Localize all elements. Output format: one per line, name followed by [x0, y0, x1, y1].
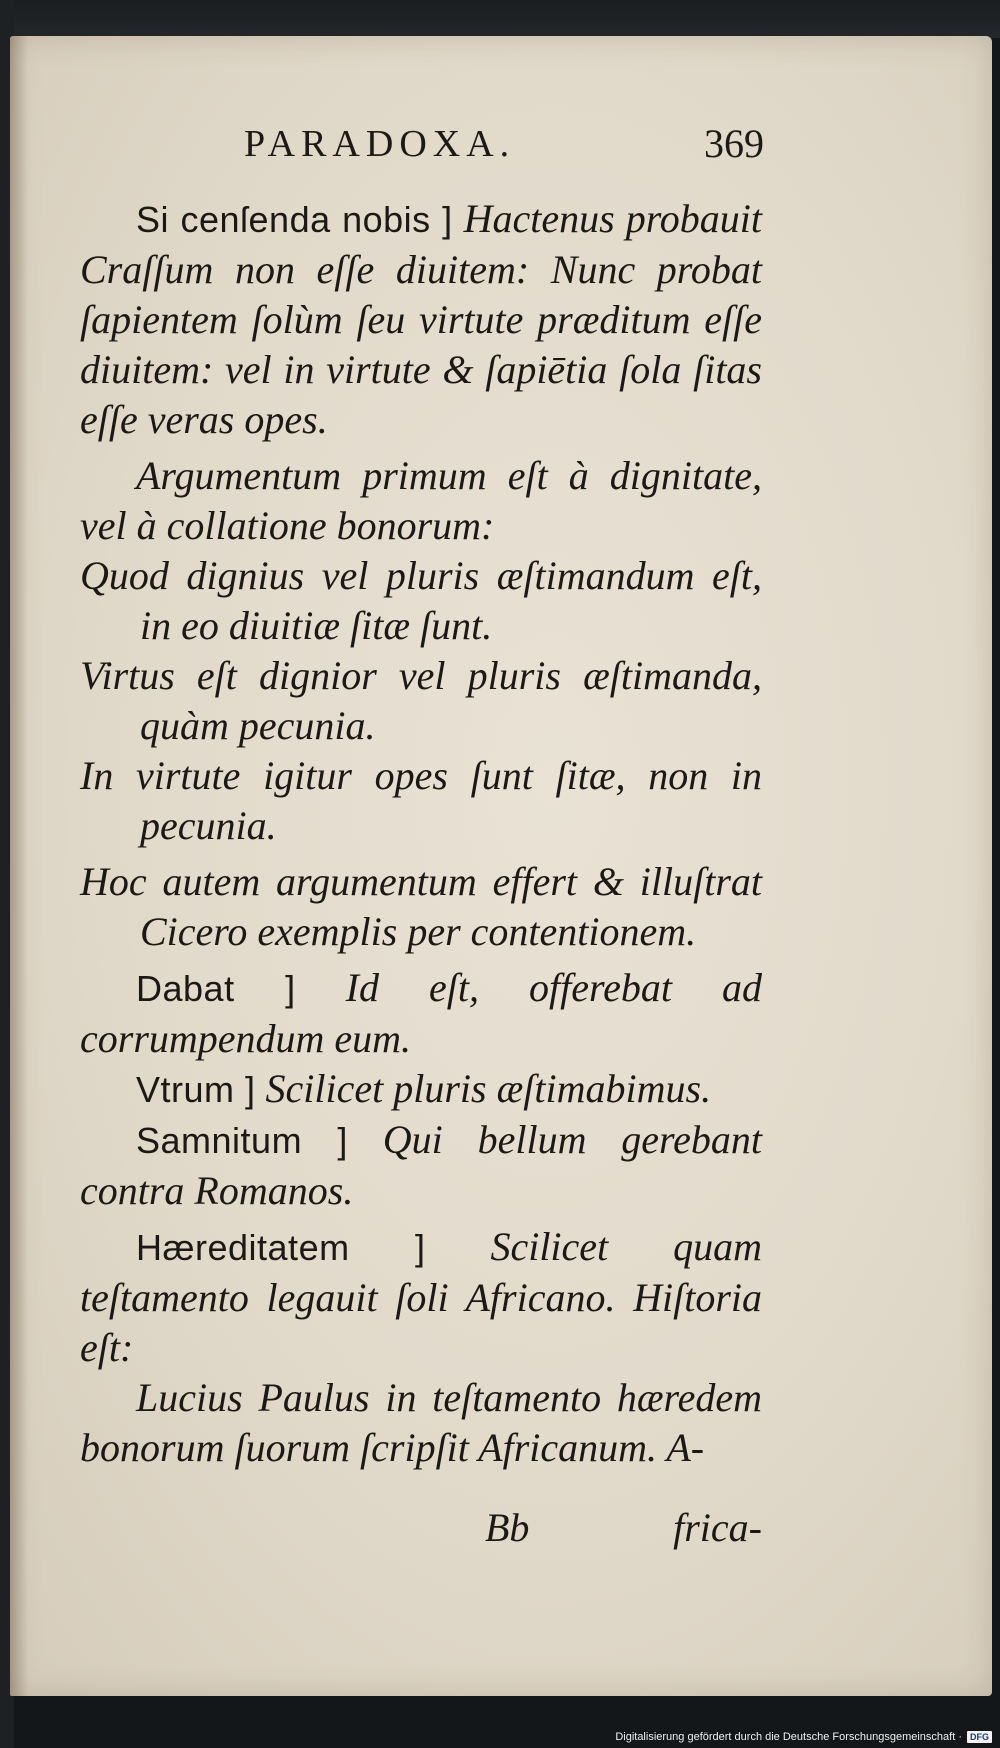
lemma: Hæreditatem ]: [136, 1227, 426, 1268]
paragraph-10: [80, 1222, 762, 1373]
paragraph-7: [80, 963, 762, 1064]
paragraph-1: [80, 194, 762, 445]
lemma: Dabat ]: [136, 968, 296, 1009]
catchword: frica-: [673, 1505, 762, 1550]
syllogism-major: [80, 551, 762, 651]
paragraph-6: [80, 857, 762, 957]
scan-top-edge: [0, 0, 1000, 38]
syllogism-conclusion: [80, 751, 762, 851]
gloss: Hactenus probauit Craſſum non eſſe diuitem: Nunc probat ſapientem ſolùm ſeu virtute præditum eſſe diuitem: vel in virtute & ſapiētia ſola ſitas eſſe veras opes.: [80, 196, 763, 442]
digitization-credit: [615, 1731, 992, 1743]
book-page: [10, 36, 992, 1696]
gloss: Argumentum primum eſt à dignitate, vel à collatione bonorum:: [80, 453, 762, 548]
dfg-logo-icon: DFG: [967, 1731, 992, 1743]
gloss: In virtute igitur opes ſunt ſitæ, non in pecunia.: [80, 753, 762, 848]
commentary-text: [80, 194, 762, 1473]
credit-text: Digitalisierung gefördert durch die Deutsche Forschungsgemeinschaft ·: [615, 1731, 962, 1743]
running-title: PARADOXA.: [244, 123, 516, 165]
page-footer: [80, 1504, 762, 1564]
gloss: Lucius Paulus in teſtamento hæredem bonorum ſuorum ſcripſit Africanum. A-: [80, 1375, 762, 1470]
page-number: 369: [704, 121, 764, 166]
paragraph-8: [80, 1064, 762, 1115]
gloss: Scilicet pluris æſtimabimus.: [265, 1066, 712, 1111]
gloss: Qui bellum gerebant contra Romanos.: [80, 1117, 762, 1213]
paragraph-9: [80, 1115, 762, 1216]
gloss: Scilicet quam teſtamento legauit ſoli Africano. Hiſtoria eſt:: [80, 1224, 762, 1370]
lemma: Vtrum ]: [136, 1069, 256, 1110]
lemma: Samnitum ]: [136, 1120, 348, 1161]
page-gutter-shadow: [10, 36, 28, 1696]
syllogism-minor: [80, 651, 762, 751]
gloss: Id eſt, offerebat ad corrumpendum eum.: [80, 965, 762, 1061]
gloss: Quod dignius vel pluris æſtimandum eſt, in eo diuitiæ ſitæ ſunt.: [80, 553, 762, 648]
gloss: Virtus eſt dignior vel pluris æſtimanda, quàm pecunia.: [80, 653, 762, 748]
page-header: [244, 114, 764, 184]
paragraph-11: [80, 1373, 762, 1473]
lemma: Si cenſenda nobis ]: [136, 199, 453, 240]
signature-mark: Bb: [485, 1505, 530, 1550]
paragraph-2: [80, 451, 762, 551]
gloss: Hoc autem argumentum effert & illuſtrat Cicero exemplis per contentionem.: [80, 859, 762, 954]
